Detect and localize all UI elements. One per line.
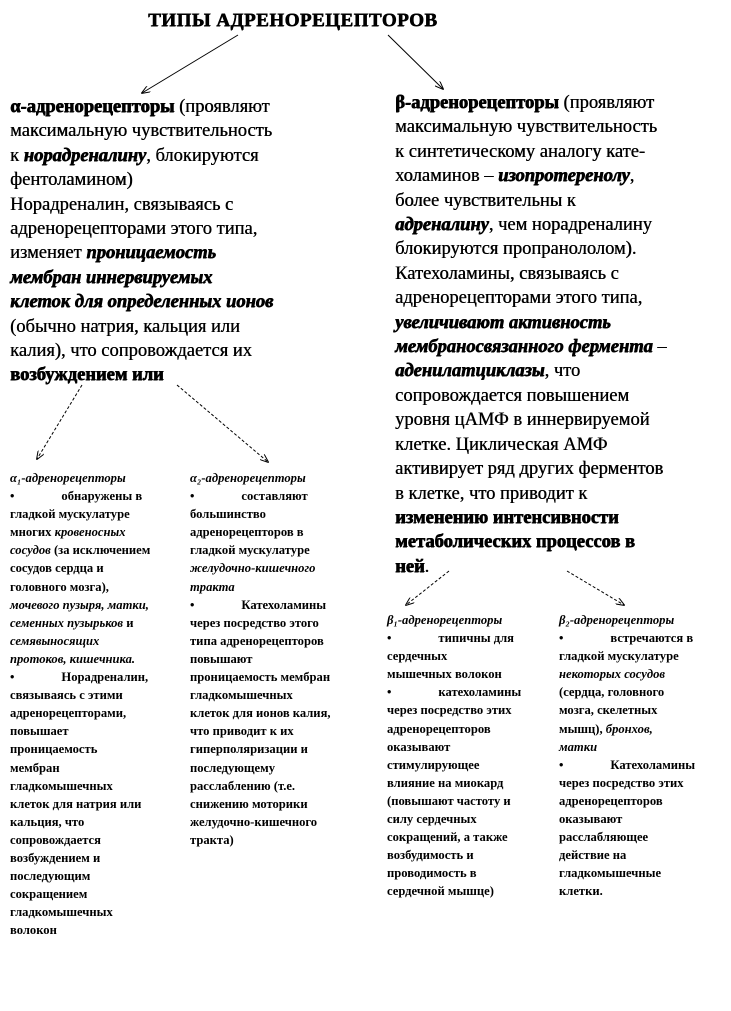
text-segment: желудочно-кишечного xyxy=(190,814,318,829)
text-segment: повышает xyxy=(10,724,69,739)
text-segment: большинство xyxy=(190,507,266,522)
text-line xyxy=(10,144,340,168)
text-segment: типичны для xyxy=(438,631,514,646)
text-segment: кровеносных xyxy=(54,525,126,540)
text-line xyxy=(387,611,557,629)
text-line xyxy=(387,629,557,647)
text-segment: норадреналину xyxy=(23,145,147,166)
text-line xyxy=(395,482,727,506)
text-line xyxy=(190,523,380,541)
text-segment: Норадреналин, связываясь с xyxy=(10,194,234,215)
arrow-to-alpha2 xyxy=(177,385,268,462)
text-line xyxy=(559,665,729,683)
text-segment: максимальную чувствительность xyxy=(10,121,273,142)
text-segment: возбуждением и xyxy=(10,850,101,865)
text-segment: α xyxy=(10,97,21,117)
text-segment: , xyxy=(629,166,635,187)
text-line xyxy=(387,864,557,882)
text-line xyxy=(395,457,727,481)
text-line xyxy=(10,290,340,314)
text-line xyxy=(387,683,557,701)
text-segment: семявыносящих xyxy=(10,633,100,648)
text-line xyxy=(190,722,380,740)
text-segment: Катехоламины, связываясь с xyxy=(395,263,619,284)
bullet: • xyxy=(387,685,392,700)
text-segment: влияние на миокард xyxy=(387,775,504,790)
text-line xyxy=(190,578,380,596)
arrow-to-alpha xyxy=(142,35,238,93)
text-segment: сокращений, а также xyxy=(387,830,508,845)
text-segment: изопротеренолу xyxy=(498,166,630,187)
text-segment: связываясь с этими xyxy=(10,688,123,703)
text-line xyxy=(387,774,557,792)
text-line xyxy=(395,335,727,359)
text-line xyxy=(190,795,380,813)
text-line xyxy=(10,241,340,265)
text-line xyxy=(559,756,729,774)
text-line xyxy=(10,650,188,668)
text-segment: аденилатциклазы xyxy=(395,361,545,382)
text-segment: некоторых сосудов xyxy=(559,667,665,682)
beta1-receptors-block xyxy=(387,611,557,901)
text-segment: действие на xyxy=(559,848,627,863)
text-segment: -адренорецепторы xyxy=(20,97,175,117)
text-line xyxy=(387,792,557,810)
text-segment: адренорецепторов xyxy=(387,721,491,736)
text-segment: последующим xyxy=(10,869,91,884)
text-line xyxy=(10,266,340,290)
text-segment: изменению интенсивности xyxy=(395,507,619,528)
text-line xyxy=(395,408,727,432)
text-segment: адренорецепторов xyxy=(559,793,663,808)
text-segment: в клетке, что приводит к xyxy=(395,483,588,504)
text-segment: бронхов, xyxy=(605,721,653,736)
text-segment: фентоламином) xyxy=(10,170,133,191)
text-segment: гиперполяризации и xyxy=(190,742,308,757)
text-line xyxy=(10,849,188,867)
text-line xyxy=(190,487,380,505)
text-line xyxy=(10,487,188,505)
text-segment: и xyxy=(123,615,134,630)
text-line xyxy=(387,846,557,864)
text-line xyxy=(10,505,188,523)
text-segment: мембран xyxy=(10,760,60,775)
text-segment: оказывают xyxy=(559,812,623,827)
text-segment: адренорецепторами этого типа, xyxy=(395,288,643,309)
text-segment: максимальную чувствительность xyxy=(395,117,658,138)
text-line xyxy=(190,596,380,614)
text-line xyxy=(190,759,380,777)
text-line xyxy=(395,91,727,115)
text-segment: через посредство этих xyxy=(559,775,684,790)
page-title: ТИПЫ АДРЕНОРЕЦЕПТОРОВ xyxy=(148,10,438,31)
text-segment: встречаются в xyxy=(610,631,694,646)
bullet: • xyxy=(10,489,15,504)
text-segment: холаминов – xyxy=(395,166,498,187)
text-segment: кальция, что xyxy=(10,814,85,829)
text-line xyxy=(190,668,380,686)
text-segment: семенных пузырьков xyxy=(10,615,124,630)
text-segment: , что xyxy=(544,361,581,382)
text-line xyxy=(395,115,727,139)
text-segment: адренорецепторами, xyxy=(10,706,127,721)
text-segment: через посредство этого xyxy=(190,615,319,630)
text-line xyxy=(559,611,729,629)
text-line xyxy=(395,262,727,286)
text-line xyxy=(395,359,727,383)
text-line xyxy=(10,541,188,559)
text-line xyxy=(387,665,557,683)
text-segment: β-адренорецепторы xyxy=(395,93,559,113)
text-segment: (обычно натрия, кальция или xyxy=(10,316,240,337)
text-segment: , блокируются xyxy=(146,145,259,166)
text-segment: расслаблению (т.е. xyxy=(190,778,296,793)
text-segment: протоков, кишечника. xyxy=(10,651,136,666)
text-segment: типа адренорецепторов xyxy=(190,633,324,648)
text-segment: (проявляют xyxy=(174,97,270,117)
text-segment: Норадреналин, xyxy=(61,670,149,685)
text-line xyxy=(10,867,188,885)
text-segment: к синтетическому аналогу кате- xyxy=(395,141,645,162)
text-line xyxy=(10,614,188,632)
text-line xyxy=(395,140,727,164)
text-line xyxy=(10,813,188,831)
text-segment: мышечных волокон xyxy=(387,667,502,682)
text-line xyxy=(395,164,727,188)
text-line xyxy=(190,614,380,632)
text-line xyxy=(559,774,729,792)
text-segment: Катехоламины xyxy=(610,757,696,772)
text-line xyxy=(10,469,188,487)
text-line xyxy=(559,846,729,864)
text-line xyxy=(387,738,557,756)
text-line xyxy=(10,740,188,758)
text-segment: снижению моторики xyxy=(190,796,308,811)
bullet: • xyxy=(10,670,15,685)
text-segment: более чувствительны к xyxy=(395,190,576,211)
text-segment: калия), что сопровождается их xyxy=(10,341,252,362)
text-segment: , чем норадреналину xyxy=(488,215,652,236)
text-line xyxy=(10,523,188,541)
text-segment: – xyxy=(652,337,667,358)
text-segment: сопровождается xyxy=(10,832,101,847)
text-line xyxy=(559,882,729,900)
text-line xyxy=(395,213,727,237)
text-line xyxy=(559,738,729,756)
text-line xyxy=(190,650,380,668)
text-line xyxy=(387,701,557,719)
text-segment: изменяет xyxy=(10,243,87,264)
text-segment: проводимость в xyxy=(387,866,477,881)
text-segment: мочевого пузыря, матки, xyxy=(10,597,149,612)
text-segment: адреналину xyxy=(395,215,489,236)
text-line xyxy=(190,469,380,487)
text-line xyxy=(190,505,380,523)
arrow-to-beta xyxy=(388,35,443,89)
text-segment: α₂-адренорецепторы xyxy=(190,471,306,485)
text-segment: тракта xyxy=(190,579,235,594)
text-line xyxy=(395,555,727,579)
text-segment: адренорецепторами этого типа, xyxy=(10,219,258,240)
text-line xyxy=(395,506,727,530)
text-segment: увеличивают активность xyxy=(395,312,611,333)
text-segment: адренорецепторов в xyxy=(190,525,304,540)
text-line xyxy=(10,193,340,217)
text-line xyxy=(10,168,340,192)
text-line xyxy=(190,740,380,758)
text-segment: многих xyxy=(10,525,55,540)
text-segment: гладкомышечных xyxy=(10,905,113,920)
text-line xyxy=(10,777,188,795)
text-line xyxy=(10,632,188,650)
text-line xyxy=(387,756,557,774)
text-line xyxy=(10,704,188,722)
text-segment: гладкой мускулатуре xyxy=(190,543,310,558)
text-segment: (проявляют xyxy=(558,93,655,113)
text-segment: . xyxy=(424,556,430,577)
text-line xyxy=(559,828,729,846)
text-line xyxy=(559,810,729,828)
beta-receptors-block xyxy=(395,91,727,579)
text-segment: проницаемость мембран xyxy=(190,670,331,685)
text-segment: сосудов xyxy=(10,543,51,558)
text-line xyxy=(10,921,188,939)
text-segment: мембраносвязанного фермента xyxy=(395,337,653,358)
text-line xyxy=(10,217,340,241)
text-segment: обнаружены в xyxy=(61,489,143,504)
text-segment: расслабляющее xyxy=(559,830,649,845)
text-line xyxy=(559,683,729,701)
alpha2-receptors-block xyxy=(190,469,380,849)
text-segment: что приводит к их xyxy=(190,724,294,739)
text-segment: β₁-адренорецепторы xyxy=(387,613,503,627)
alpha1-receptors-block xyxy=(10,469,188,939)
text-line xyxy=(387,647,557,665)
text-segment: мозга, скелетных xyxy=(559,703,658,718)
text-line xyxy=(10,668,188,686)
bullet: • xyxy=(190,597,195,612)
text-segment: сокращением xyxy=(10,887,88,902)
text-segment: стимулирующее xyxy=(387,757,480,772)
text-line xyxy=(10,119,340,143)
text-segment: сопровождается повышением xyxy=(395,385,630,406)
text-segment: клеток для натрия или xyxy=(10,796,142,811)
text-segment: мышц), xyxy=(559,721,606,736)
bullet: • xyxy=(559,631,564,646)
text-segment: гладкомышечные xyxy=(559,866,662,881)
text-line xyxy=(190,813,380,831)
text-segment: волокон xyxy=(10,923,57,938)
text-line xyxy=(559,701,729,719)
text-line xyxy=(387,828,557,846)
text-line xyxy=(395,237,727,261)
text-segment: активирует ряд других ферментов xyxy=(395,459,664,480)
bullet: • xyxy=(559,757,564,772)
text-segment: блокируются пропранололом). xyxy=(395,239,637,260)
text-line xyxy=(395,189,727,213)
text-segment: β₂-адренорецепторы xyxy=(559,613,675,627)
text-line xyxy=(10,722,188,740)
beta2-receptors-block xyxy=(559,611,729,901)
text-segment: гладкой мускулатуре xyxy=(10,507,130,522)
text-line xyxy=(10,559,188,577)
text-segment: гладкомышечных xyxy=(190,688,293,703)
text-line xyxy=(10,759,188,777)
text-segment: головного мозга), xyxy=(10,579,109,594)
alpha-receptors-block xyxy=(10,95,340,388)
text-segment: ней xyxy=(395,556,425,577)
text-segment: гладкой мускулатуре xyxy=(559,649,679,664)
text-segment: Катехоламины xyxy=(241,597,327,612)
text-line xyxy=(190,831,380,849)
text-line xyxy=(395,530,727,554)
text-line xyxy=(387,720,557,738)
text-line xyxy=(190,686,380,704)
text-segment: клетки. xyxy=(559,884,603,899)
text-line xyxy=(10,339,340,363)
text-line xyxy=(10,885,188,903)
bullet: • xyxy=(387,631,392,646)
text-segment: возбуждением или xyxy=(10,365,164,386)
text-segment: (сердца, головного xyxy=(559,685,665,700)
text-line xyxy=(10,315,340,339)
text-segment: сосудов сердца и xyxy=(10,561,104,576)
text-segment: проницаемость xyxy=(86,243,216,264)
text-line xyxy=(190,632,380,650)
text-segment: сердечных xyxy=(387,649,448,664)
text-segment: матки xyxy=(559,739,598,754)
text-segment: сердечной мышце) xyxy=(387,884,494,899)
text-segment: α₁-адренорецепторы xyxy=(10,471,126,485)
text-line xyxy=(190,704,380,722)
text-line xyxy=(395,286,727,310)
text-line xyxy=(559,720,729,738)
text-segment: желудочно-кишечного xyxy=(190,561,316,576)
text-line xyxy=(10,903,188,921)
text-line xyxy=(10,578,188,596)
text-line xyxy=(190,559,380,577)
text-line xyxy=(190,541,380,559)
text-line xyxy=(10,795,188,813)
text-line xyxy=(395,433,727,457)
text-segment: гладкомышечных xyxy=(10,778,113,793)
text-line xyxy=(10,596,188,614)
text-segment: клеток для ионов калия, xyxy=(190,706,331,721)
text-line xyxy=(10,686,188,704)
text-segment: уровня цАМФ в иннервируемой xyxy=(395,410,650,431)
arrow-to-alpha1 xyxy=(37,385,82,459)
text-segment: возбудимость и xyxy=(387,848,474,863)
text-line xyxy=(395,311,727,335)
text-segment: составляют xyxy=(241,489,308,504)
text-segment: (повышают частоту и xyxy=(387,793,511,808)
text-segment: мембран иннервируемых xyxy=(10,267,213,288)
text-segment: через посредство этих xyxy=(387,703,512,718)
text-segment: клетке. Циклическая АМФ xyxy=(395,434,608,455)
text-line xyxy=(190,777,380,795)
text-segment: оказывают xyxy=(387,739,451,754)
text-line xyxy=(559,629,729,647)
text-line xyxy=(387,810,557,828)
bullet: • xyxy=(190,489,195,504)
text-line xyxy=(387,882,557,900)
text-line xyxy=(395,384,727,408)
text-line xyxy=(10,831,188,849)
text-segment: повышают xyxy=(190,651,253,666)
text-segment: метаболических процессов в xyxy=(395,532,635,553)
text-line xyxy=(559,792,729,810)
text-segment: катехоламины xyxy=(438,685,522,700)
text-line xyxy=(559,647,729,665)
text-segment: последующему xyxy=(190,760,276,775)
text-line xyxy=(10,363,340,387)
text-segment: проницаемость xyxy=(10,742,98,757)
text-segment: к xyxy=(10,145,24,166)
text-segment: клеток для определенных ионов xyxy=(10,292,274,313)
text-line xyxy=(559,864,729,882)
text-segment: силу сердечных xyxy=(387,812,477,827)
text-segment: тракта) xyxy=(190,832,234,847)
text-line xyxy=(10,95,340,119)
text-segment: (за исключением xyxy=(50,543,151,558)
